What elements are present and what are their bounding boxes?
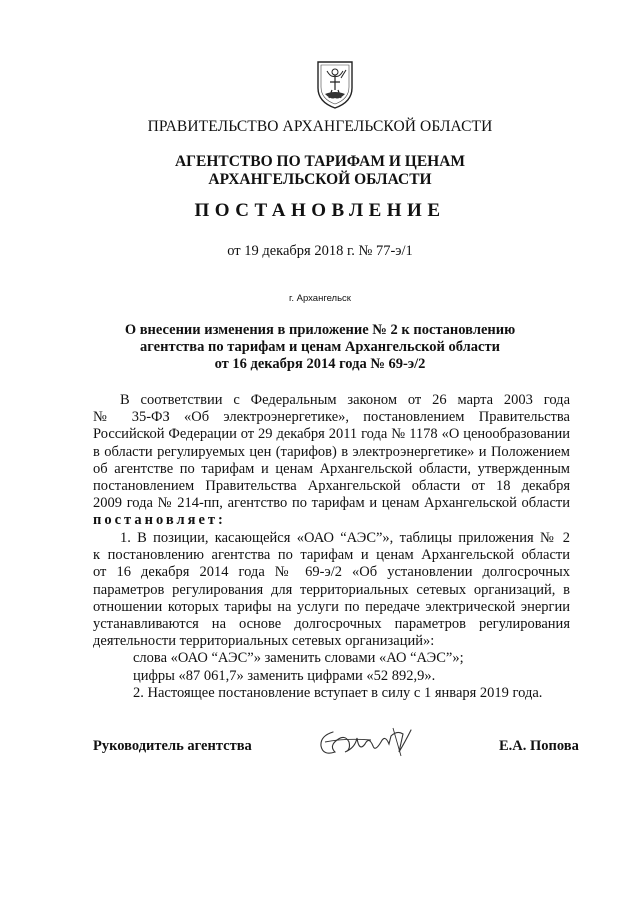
title-line2: агентства по тарифам и ценам Архангельской области [140, 339, 500, 355]
city-name: г. Архангельск [289, 293, 351, 304]
item1-line: параметров регулирования для территориальных сетевых организаций, в [93, 581, 570, 598]
preamble-line: 2009 года № 214-пп, агентство по тарифам и ценам Архангельской области [93, 495, 570, 512]
title-line3: от 16 декабря 2014 года № 69-э/2 [214, 356, 426, 372]
preamble-line: в области регулируемых цен (тарифов) в электроэнергетике» и Положением [93, 443, 570, 460]
resolves-word: постановляет: [93, 512, 226, 529]
change-numbers: цифры «87 061,7» заменить цифрами «52 892,9». [133, 667, 436, 684]
preamble [93, 392, 570, 530]
item1-line: от 16 декабря 2014 года № 69-э/2 «Об установлении долгосрочных [93, 564, 570, 581]
item1-line: 1. В позиции, касающейся «ОАО “АЭС”», таблицы приложения № 2 [120, 530, 570, 546]
signatory-name: Е.А. Попова [499, 738, 579, 754]
item1-line: к постановлению агентства по тарифам и ценам Архангельской области [93, 547, 570, 564]
item1-line: отношении которых тарифы на услуги по передаче электрической энергии [93, 598, 570, 615]
date-and-number: от 19 декабря 2018 г. № 77-э/1 [227, 243, 413, 259]
preamble-line: Российской Федерации от 29 декабря 2011 года № 1178 «О ценообразовании [93, 426, 570, 443]
item1-line: деятельности территориальных сетевых организаций»: [93, 633, 435, 650]
agency-name-line1: АГЕНТСТВО ПО ТАРИФАМ И ЦЕНАМ [174, 153, 466, 170]
document-type: ПОСТАНОВЛЕНИЕ [194, 200, 446, 221]
preamble-line: В соответствии с Федеральным законом от 26 марта 2003 года [120, 392, 570, 408]
item-1 [93, 530, 570, 702]
signatory-position: Руководитель агентства [93, 738, 252, 754]
agency-name [0, 153, 640, 189]
preamble-line: № 35-ФЗ «Об электроэнергетике», постановлением Правительства [93, 409, 570, 426]
item-2: 2. Настоящее постановление вступает в силу с 1 января 2019 года. [133, 684, 543, 701]
handwritten-signature [315, 722, 425, 760]
item1-line: устанавливаются на основе долгосрочных параметров регулирования [93, 616, 570, 633]
government-name: ПРАВИТЕЛЬСТВО АРХАНГЕЛЬСКОЙ ОБЛАСТИ [147, 118, 493, 135]
preamble-line: об агентстве по тарифам и ценам Архангельской области, утвержденным [93, 460, 570, 477]
coat-of-arms-icon [315, 58, 355, 110]
document-title [0, 322, 640, 373]
title-line1: О внесении изменения в приложение № 2 к постановлению [124, 322, 516, 338]
change-words: слова «ОАО “АЭС”» заменить словами «АО “АЭС”»; [133, 650, 464, 667]
agency-name-line2: АРХАНГЕЛЬСКОЙ ОБЛАСТИ [208, 171, 432, 188]
preamble-line: постановлением Правительства Архангельской области от 18 декабря [93, 478, 570, 495]
